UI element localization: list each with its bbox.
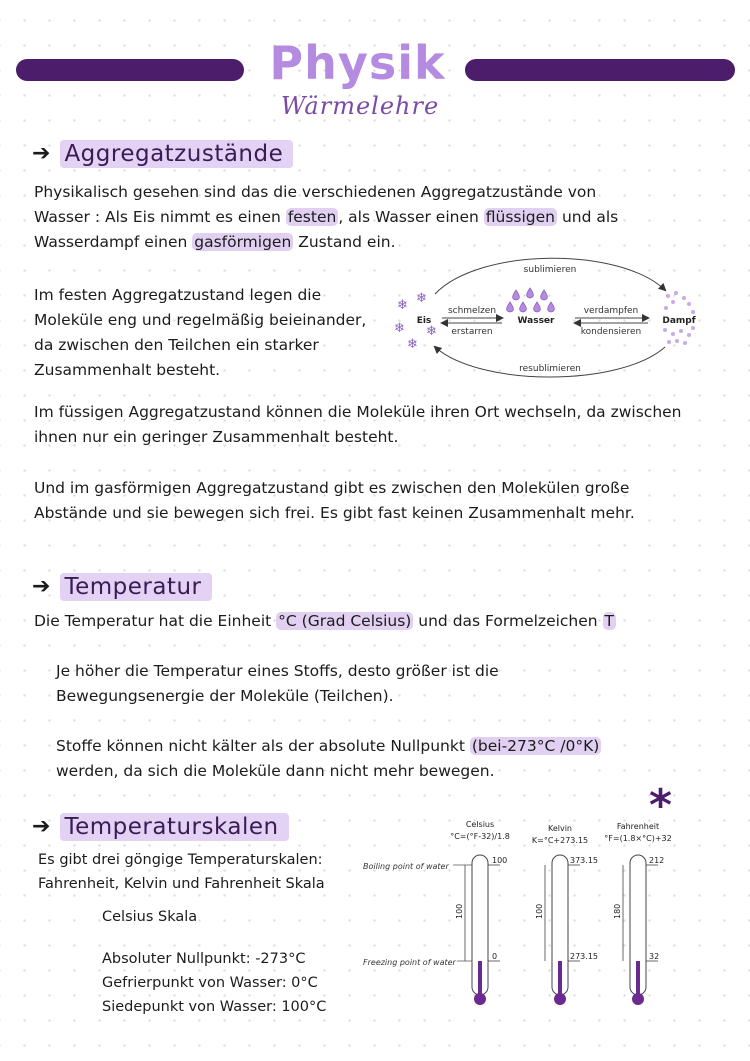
freezing-point-label: Freezing point of water	[363, 958, 456, 967]
section-temperature-title: Temperatur	[60, 573, 211, 601]
svg-text:❄: ❄	[394, 321, 405, 336]
svg-text:❄: ❄	[407, 337, 418, 352]
condense-label: kondensieren	[580, 327, 642, 337]
celsius-fact-1: Gefrierpunkt von Wasser: 0°C	[102, 975, 318, 991]
kelvin-span: 100	[535, 903, 544, 919]
water-label: Wasser	[517, 316, 555, 326]
thermometer-figure	[355, 815, 715, 1015]
kelvin-formula: K=°C+273.15	[531, 836, 589, 845]
section-scales-title: Temperaturskalen	[60, 813, 288, 841]
intro-text-3: und als Wasserdampf einen	[34, 208, 619, 251]
thermometer-fahrenheit	[604, 822, 671, 1005]
melt-label: schmelzen	[447, 306, 497, 316]
evaporate-label: verdampfen	[583, 306, 639, 316]
fahrenheit-bottom: 32	[649, 952, 660, 961]
solid-state-text: Im festen Aggregatzustand legen die Moleküle eng und regelmäßig beieinander, da zwischen den Teilchen ein starker Zusammenhalt besteht.	[34, 286, 367, 379]
liquid-state-text: Im füssigen Aggregatzustand können die Moleküle ihren Ort wechseln, da zwischen ihnen nur ein geringer Zusammenhalt besteht.	[34, 403, 682, 446]
kelvin-bulb	[554, 993, 566, 1005]
fahrenheit-top: 212	[649, 856, 665, 865]
intro-text-4: Zustand ein.	[293, 233, 396, 251]
svg-text:❄: ❄	[397, 298, 408, 313]
state-diagram	[390, 252, 710, 382]
intro-text-1: Physikalisch gesehen sind das die verschiedenen Aggregatzustände von Wasser : Als Eis nimmt es einen	[34, 183, 597, 226]
zero-text-1: Stoffe können nicht kälter als der absolute Nullpunkt	[56, 737, 470, 755]
celsius-name: Celsius	[465, 820, 495, 829]
section-temperature-heading	[32, 573, 212, 601]
star-icon: *	[649, 780, 673, 831]
fahrenheit-mercury	[636, 961, 640, 995]
section-aggregate-title: Aggregatzustände	[60, 140, 293, 168]
kelvin-top: 373.15	[570, 856, 598, 865]
section-aggregate-heading	[32, 140, 293, 168]
kelvin-bottom: 273.15	[570, 952, 598, 961]
fahrenheit-span: 180	[613, 903, 622, 919]
celsius-top: 100	[492, 856, 508, 865]
kelvin-name: Kelvin	[547, 824, 573, 833]
kelvin-mercury	[558, 961, 562, 995]
celsius-mercury	[478, 961, 482, 995]
highlight-liquid: flüssigen	[485, 208, 556, 226]
page-subtitle: Wärmelehre	[280, 92, 440, 120]
temperature-unit-text	[34, 609, 714, 634]
highlight-solid: festen	[287, 208, 337, 226]
page-title: Physik	[269, 36, 446, 90]
fahrenheit-bulb	[632, 993, 644, 1005]
celsius-bulb	[474, 993, 486, 1005]
intro-text-2: , als Wasser einen	[338, 208, 484, 226]
header-bar-left	[16, 59, 244, 81]
section-scales-heading	[32, 813, 289, 841]
celsius-fact-0: Absoluter Nullpunkt: -273°C	[102, 951, 306, 967]
arrow-icon: ➔	[32, 574, 51, 599]
celsius-formula: °C=(°F-32)/1.8	[450, 832, 510, 841]
header-bar-right	[465, 59, 735, 81]
highlight-gas: gasförmigen	[194, 233, 292, 251]
gas-state-text: Und im gasförmigen Aggregatzustand gibt es zwischen den Molekülen große Abstände und sie bewegen sich frei. Es gibt fast keinen Zusammenhalt mehr.	[34, 479, 635, 522]
highlight-symbol: T	[604, 612, 615, 630]
unit-text-2: und das Formelzeichen	[413, 612, 603, 630]
fahrenheit-name: Fahrenheit	[616, 822, 660, 831]
highlight-unit: °C (Grad Celsius)	[278, 612, 412, 630]
celsius-fact-2: Siedepunkt von Wasser: 100°C	[102, 999, 327, 1015]
resublimate-label: resublimieren	[519, 364, 581, 374]
thermometer-celsius	[450, 820, 510, 1005]
freeze-label: erstarren	[451, 327, 493, 337]
zero-text-2: werden, da sich die Moleküle dann nicht mehr bewegen.	[56, 762, 495, 780]
arrow-icon: ➔	[32, 814, 51, 839]
highlight-absolute-zero: (bei-273°C /0°K)	[471, 737, 600, 755]
unit-text-1: Die Temperatur hat die Einheit	[34, 612, 277, 630]
vapor-label: Dampf	[662, 316, 696, 326]
celsius-span: 100	[455, 903, 464, 919]
scales-intro: Es gibt drei göngige Temperaturskalen: Fahrenheit, Kelvin und Fahrenheit Skala	[38, 852, 325, 892]
celsius-bottom: 0	[492, 952, 498, 961]
svg-text:❄: ❄	[416, 291, 427, 306]
celsius-scale-title: Celsius Skala	[102, 909, 198, 925]
sublimate-arrow	[435, 258, 665, 294]
arrow-icon: ➔	[32, 141, 51, 166]
sublimate-label: sublimieren	[523, 265, 577, 275]
thermometer-kelvin	[532, 824, 598, 1005]
svg-text:❄: ❄	[426, 324, 437, 339]
absolute-zero-text	[56, 734, 656, 784]
energy-text: Je höher die Temperatur eines Stoffs, desto größer ist die Bewegungsenergie der Moleküle (Teilchen).	[56, 662, 499, 705]
aggregate-intro	[34, 180, 629, 255]
boiling-point-label: Boiling point of water	[363, 862, 449, 871]
fahrenheit-formula: °F=(1.8×°C)+32	[604, 834, 672, 843]
water-icon	[507, 288, 555, 312]
ice-label: Eis	[416, 316, 432, 326]
